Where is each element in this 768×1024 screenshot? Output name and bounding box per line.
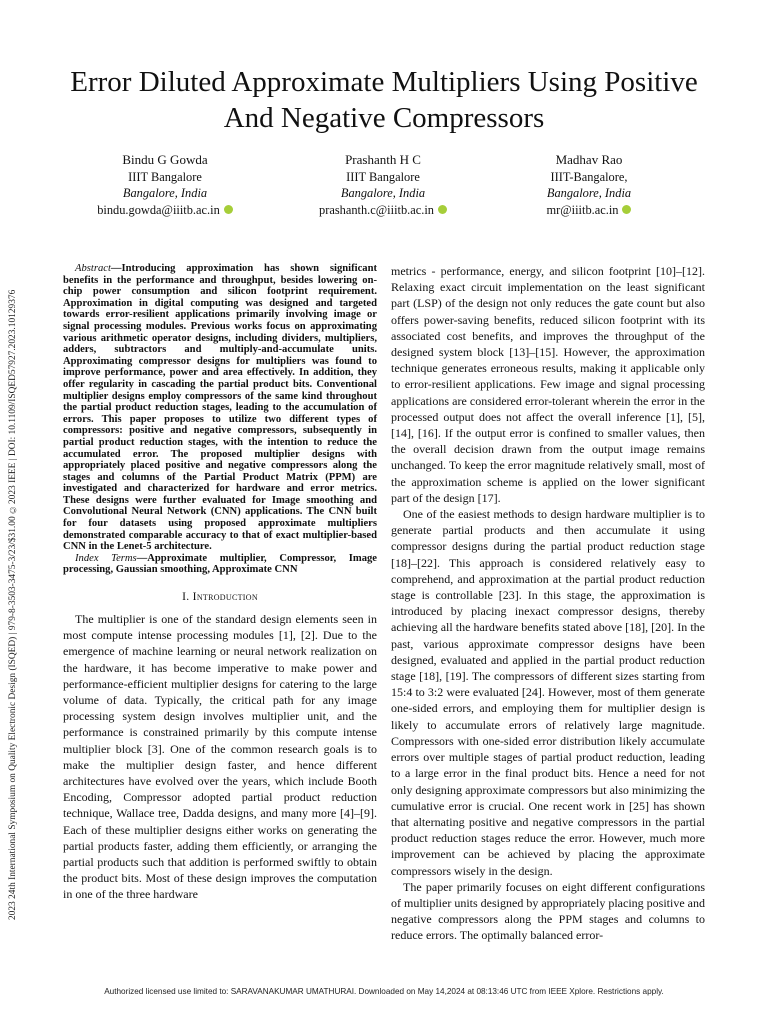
paper-title: Error Diluted Approximate Multipliers Using Positive And Negative Compressors [70,66,698,134]
author-affiliation: IIIT Bangalore [128,169,202,184]
section-heading [63,590,377,603]
author-location: Bangalore, India [122,186,208,200]
author-email-line [484,202,694,219]
intro-paragraph-3: The paper primarily focuses on eight different configurations of multiplier units designed by appropriately placing positive and negative compressors along the PPM stages and columns to reduce errors. The optimally balanced error- [391,879,705,943]
abstract-text: —Introducing approximation has shown significant benefits in the performance and throughput, besides lowering on-chip power consumption and silicon footprint requirement. Approximation in digital computing was designed and targeted towards error-resilient applications primarily involving image or signal processing modules. Previous works focus on approximating various arithmetic operator designs, including dividers, multipliers, adders, subtractors and multiply-and-accumulate units. Approximating compressor designs for multipliers was found to improve performance, power and area effectively. In addition, they offer regularity in cascading the partial product bits. Conventional multiplier designs employ compressors of the same kind throughout the partial product reduction stages, leading to the accumulation of errors. This paper proposes to utilize two different types of compressors: positive and negative compressors, subsequently in partial product reduction stages, with the intention to reduce the accumulated error. The proposed multiplier designs with appropriately placed positive and negative compressors along the stages and columns of the Partial Product Matrix (PPM) are investigated and characterized for hardware and error metrics. These designs were further evaluated for Image smoothing and Convolutional Neural Network (CNN) applications. The CNN built for four datasets using proposed approximate multipliers demonstrated comparable accuracy to that of exact multiplier-based CNN in the Lenet-5 architecture. [63,263,377,553]
index-terms-label: Index Terms [75,552,137,564]
author-1 [60,152,270,218]
author-2 [278,152,488,218]
intro-paragraph-continued: metrics - performance, energy, and silicon footprint [10]–[12]. Relaxing exact circuit implementation on the least significant part (LSP) of the design not only reduces the gate count but also offers power-saving benefits, reduced silicon footprint with its associated cost benefits, and improves the throughput of the designed system block [13]–[15]. However, the approximation technique generates erroneous results, making it applicable only to error-resilient applications. Few image and signal processing applications are considered error-tolerant wherein the error in the processed output does not affect the overall inference [1], [5], [14], [16]. If the output error is confined to smaller values, then the overall decision drawn from the output image remains unchanged. To keep the error magnitude relatively small, most of the approximation scheme is applied on the lower significant part of the design [17]. [391,264,705,505]
intro-paragraph-2: One of the easiest methods to design hardware multiplier is to generate partial products and then accumulate it using compressor designs during the partial product reduction stage [18]–[22]. This approach is considered relatively easy to comprehend, and approximation at the partial product reduction stage is controllable [23]. In this stage, the approximation is introduced by placing inexact compressor designs, thereby achieving all the hardware benefits stated above [18], [20]. In the past, various approximate compressor designs have been designed, evaluated and applied in the partial product reduction stage [18], [19]. The compressors of different sizes starting from 15:4 to 3:2 were evaluated [24]. However, most of them generate one-sided errors, and employing them for multiplier design is likely to accumulate errors of relatively large magnitude. Compressors with one-sided error distribution likely accumulate errors over multiple stages of partial product reduction, leading to a large error in the final product bits. Hence a need for not only designing approximate compressors but also minimizing the cumulative error is crucial. One recent work in [25] has shown that alternating positive and negative compressors in the partial product reduction stages reduce the error. However, much more improvement can be achieved by placing the approximate compressors wisely in the design. [391,507,705,878]
index-terms-text: —Approximate multiplier, Compressor, Image processing, Gaussian smoothing, Approximate CNN [63,552,377,576]
intro-paragraph-1: The multiplier is one of the standard design elements seen in most compute intense processing modules [1], [2]. Due to the emergence of machine learning or neural network realization on the hardware, it has become imperative to make power and performance-efficient multiplier designs for catering to the large volume of data. Typically, the critical path for any image processing system design involves multiplier unit, and the performance is constrained primarily by this compute intense multiplier block [3]. One of the common research goals is to make the multiplier design faster, and hence different architectures have evolved over the years, which include Booth Encoding, Compressor adopted partial product reduction technique, Wallace tree, Dadda designs, and many more [4]–[9]. Each of these multiplier designs either works on generating the partial products faster, adding them efficiently, or arranging the partial products such that addition is performed swiftly to obtain the product bits. Most of these design improves the computation in one of the three hardware [63,612,377,902]
author-affiliation: IIIT Bangalore [346,169,420,184]
section-number: I. [182,590,190,604]
author-location: Bangalore, India [340,186,426,200]
orcid-icon[interactable] [622,205,631,214]
author-name: Bindu G Gowda [122,152,208,167]
author-email-line [278,202,488,219]
author-affiliation: IIIT-Bangalore, [550,169,628,184]
orcid-icon[interactable] [224,205,233,214]
author-block [60,152,708,222]
author-email[interactable]: mr@iiitb.ac.in [546,202,619,217]
abstract-label: Abstract [75,263,111,274]
left-column [63,263,377,903]
author-location: Bangalore, India [546,186,632,200]
author-name: Madhav Rao [555,152,623,167]
right-column [391,263,705,944]
author-email-line [60,202,270,219]
section-title: Introduction [192,590,258,604]
author-email[interactable]: prashanth.c@iiitb.ac.in [319,202,434,217]
author-name: Prashanth H C [345,152,421,167]
author-3 [484,152,694,218]
license-footer: Authorized licensed use limited to: SARAVANAKUMAR UMATHURAI. Downloaded on May 14,2024 at 08:13:46 UTC from IEEE Xplore. Restrictions apply. [104,987,664,996]
author-email[interactable]: bindu.gowda@iiitb.ac.in [97,202,220,217]
conference-side-note: 2023 24th International Symposium on Quality Electronic Design (ISQED) | 979-8-3503-3475-3/23/$31.00 ©2023 IEEE | DOI: 10.1109/ISQED57927.2023.10129376 [8,289,18,920]
orcid-icon[interactable] [438,205,447,214]
index-terms [63,553,377,576]
abstract [63,263,377,553]
